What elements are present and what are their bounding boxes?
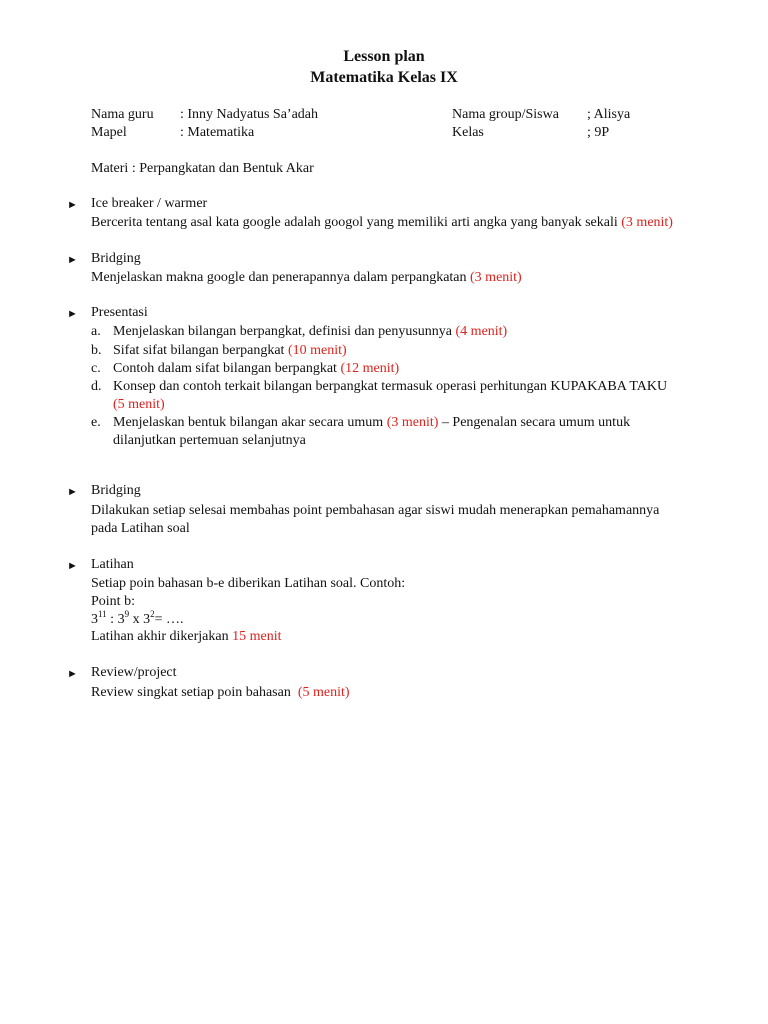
latihan-akhir: Latihan akhir dikerjakan 15 menit — [91, 629, 282, 644]
time-badge: 15 menit — [232, 629, 282, 644]
list-marker: e. — [91, 415, 101, 430]
list-item: Menjelaskan bentuk bilangan akar secara umum (3 menit) – Pengenalan secara umum untuk — [113, 415, 631, 430]
document-subtitle: Matematika Kelas IX — [310, 69, 458, 86]
bridging-text: Menjelaskan makna google dan penerapannya dalam perpangkatan (3 menit) — [91, 270, 522, 285]
time-badge: (3 menit) — [470, 270, 522, 285]
time-badge: (4 menit) — [455, 324, 508, 339]
bullet-arrow-icon: ► — [67, 486, 78, 498]
list-item: Menjelaskan bilangan berpangkat, definisi dan penyusunnya (4 menit) — [113, 324, 508, 339]
mapel-value: : Matematika — [180, 125, 255, 140]
bullet-arrow-icon: ► — [67, 199, 78, 211]
bullet-arrow-icon: ► — [67, 560, 78, 572]
latihan-text: Setiap poin bahasan b-e diberikan Latihan soal. Contoh: — [91, 576, 406, 591]
document-title: Lesson plan — [343, 48, 425, 65]
time-badge: (3 menit) — [621, 215, 673, 230]
guru-value: : Inny Nadyatus Sa’adah — [180, 107, 319, 122]
ice-breaker-heading: Ice breaker / warmer — [91, 196, 208, 211]
bullet-arrow-icon: ► — [67, 668, 78, 680]
latihan-point: Point b: — [91, 594, 135, 609]
list-item-continuation: dilanjutkan pertemuan selanjutnya — [113, 433, 306, 448]
ice-breaker-text: Bercerita tentang asal kata google adalah googol yang memiliki arti angka yang banyak sekali (3 menit) — [91, 215, 673, 230]
presentasi-heading: Presentasi — [91, 305, 148, 320]
guru-label: Nama guru — [91, 107, 154, 122]
time-badge: (12 menit) — [340, 361, 400, 376]
bridging-heading: Bridging — [91, 483, 141, 498]
bullet-arrow-icon: ► — [67, 254, 78, 266]
kelas-label: Kelas — [452, 125, 484, 140]
list-item: Contoh dalam sifat bilangan berpangkat (12 menit) — [113, 361, 400, 376]
time-badge: (10 menit) — [287, 343, 347, 358]
group-label: Nama group/Siswa — [452, 107, 559, 122]
list-marker: d. — [91, 379, 102, 394]
review-heading: Review/project — [91, 665, 177, 680]
latihan-expression: $3^{11}$ : $3^9$ x $3^2=$ …. — [91, 609, 184, 627]
kelas-value: ; 9P — [587, 125, 610, 140]
time-badge: (3 menit) — [386, 415, 439, 430]
bridging-text-continuation: pada Latihan soal — [91, 521, 190, 536]
list-item: Konsep dan contoh terkait bilangan berpangkat termasuk operasi perhitungan KUPAKABA TAKU — [113, 379, 668, 394]
bridging-text: Dilakukan setiap selesai membahas point pembahasan agar siswi mudah menerapkan pemahamannya — [91, 503, 660, 518]
bridging-heading: Bridging — [91, 251, 141, 266]
materi-line: Materi : Perpangkatan dan Bentuk Akar — [91, 161, 314, 176]
list-marker: c. — [91, 361, 101, 376]
latihan-heading: Latihan — [91, 557, 134, 572]
group-value: ; Alisya — [587, 107, 631, 122]
time-badge: (5 menit) — [297, 685, 350, 700]
review-text: Review singkat setiap poin bahasan (5 menit) — [91, 685, 350, 700]
list-marker: a. — [91, 324, 101, 339]
mapel-label: Mapel — [91, 125, 127, 140]
list-marker: b. — [91, 343, 102, 358]
list-item: Sifat sifat bilangan berpangkat (10 menit) — [113, 343, 347, 358]
bullet-arrow-icon: ► — [67, 308, 78, 320]
time-badge: (5 menit) — [113, 397, 165, 412]
